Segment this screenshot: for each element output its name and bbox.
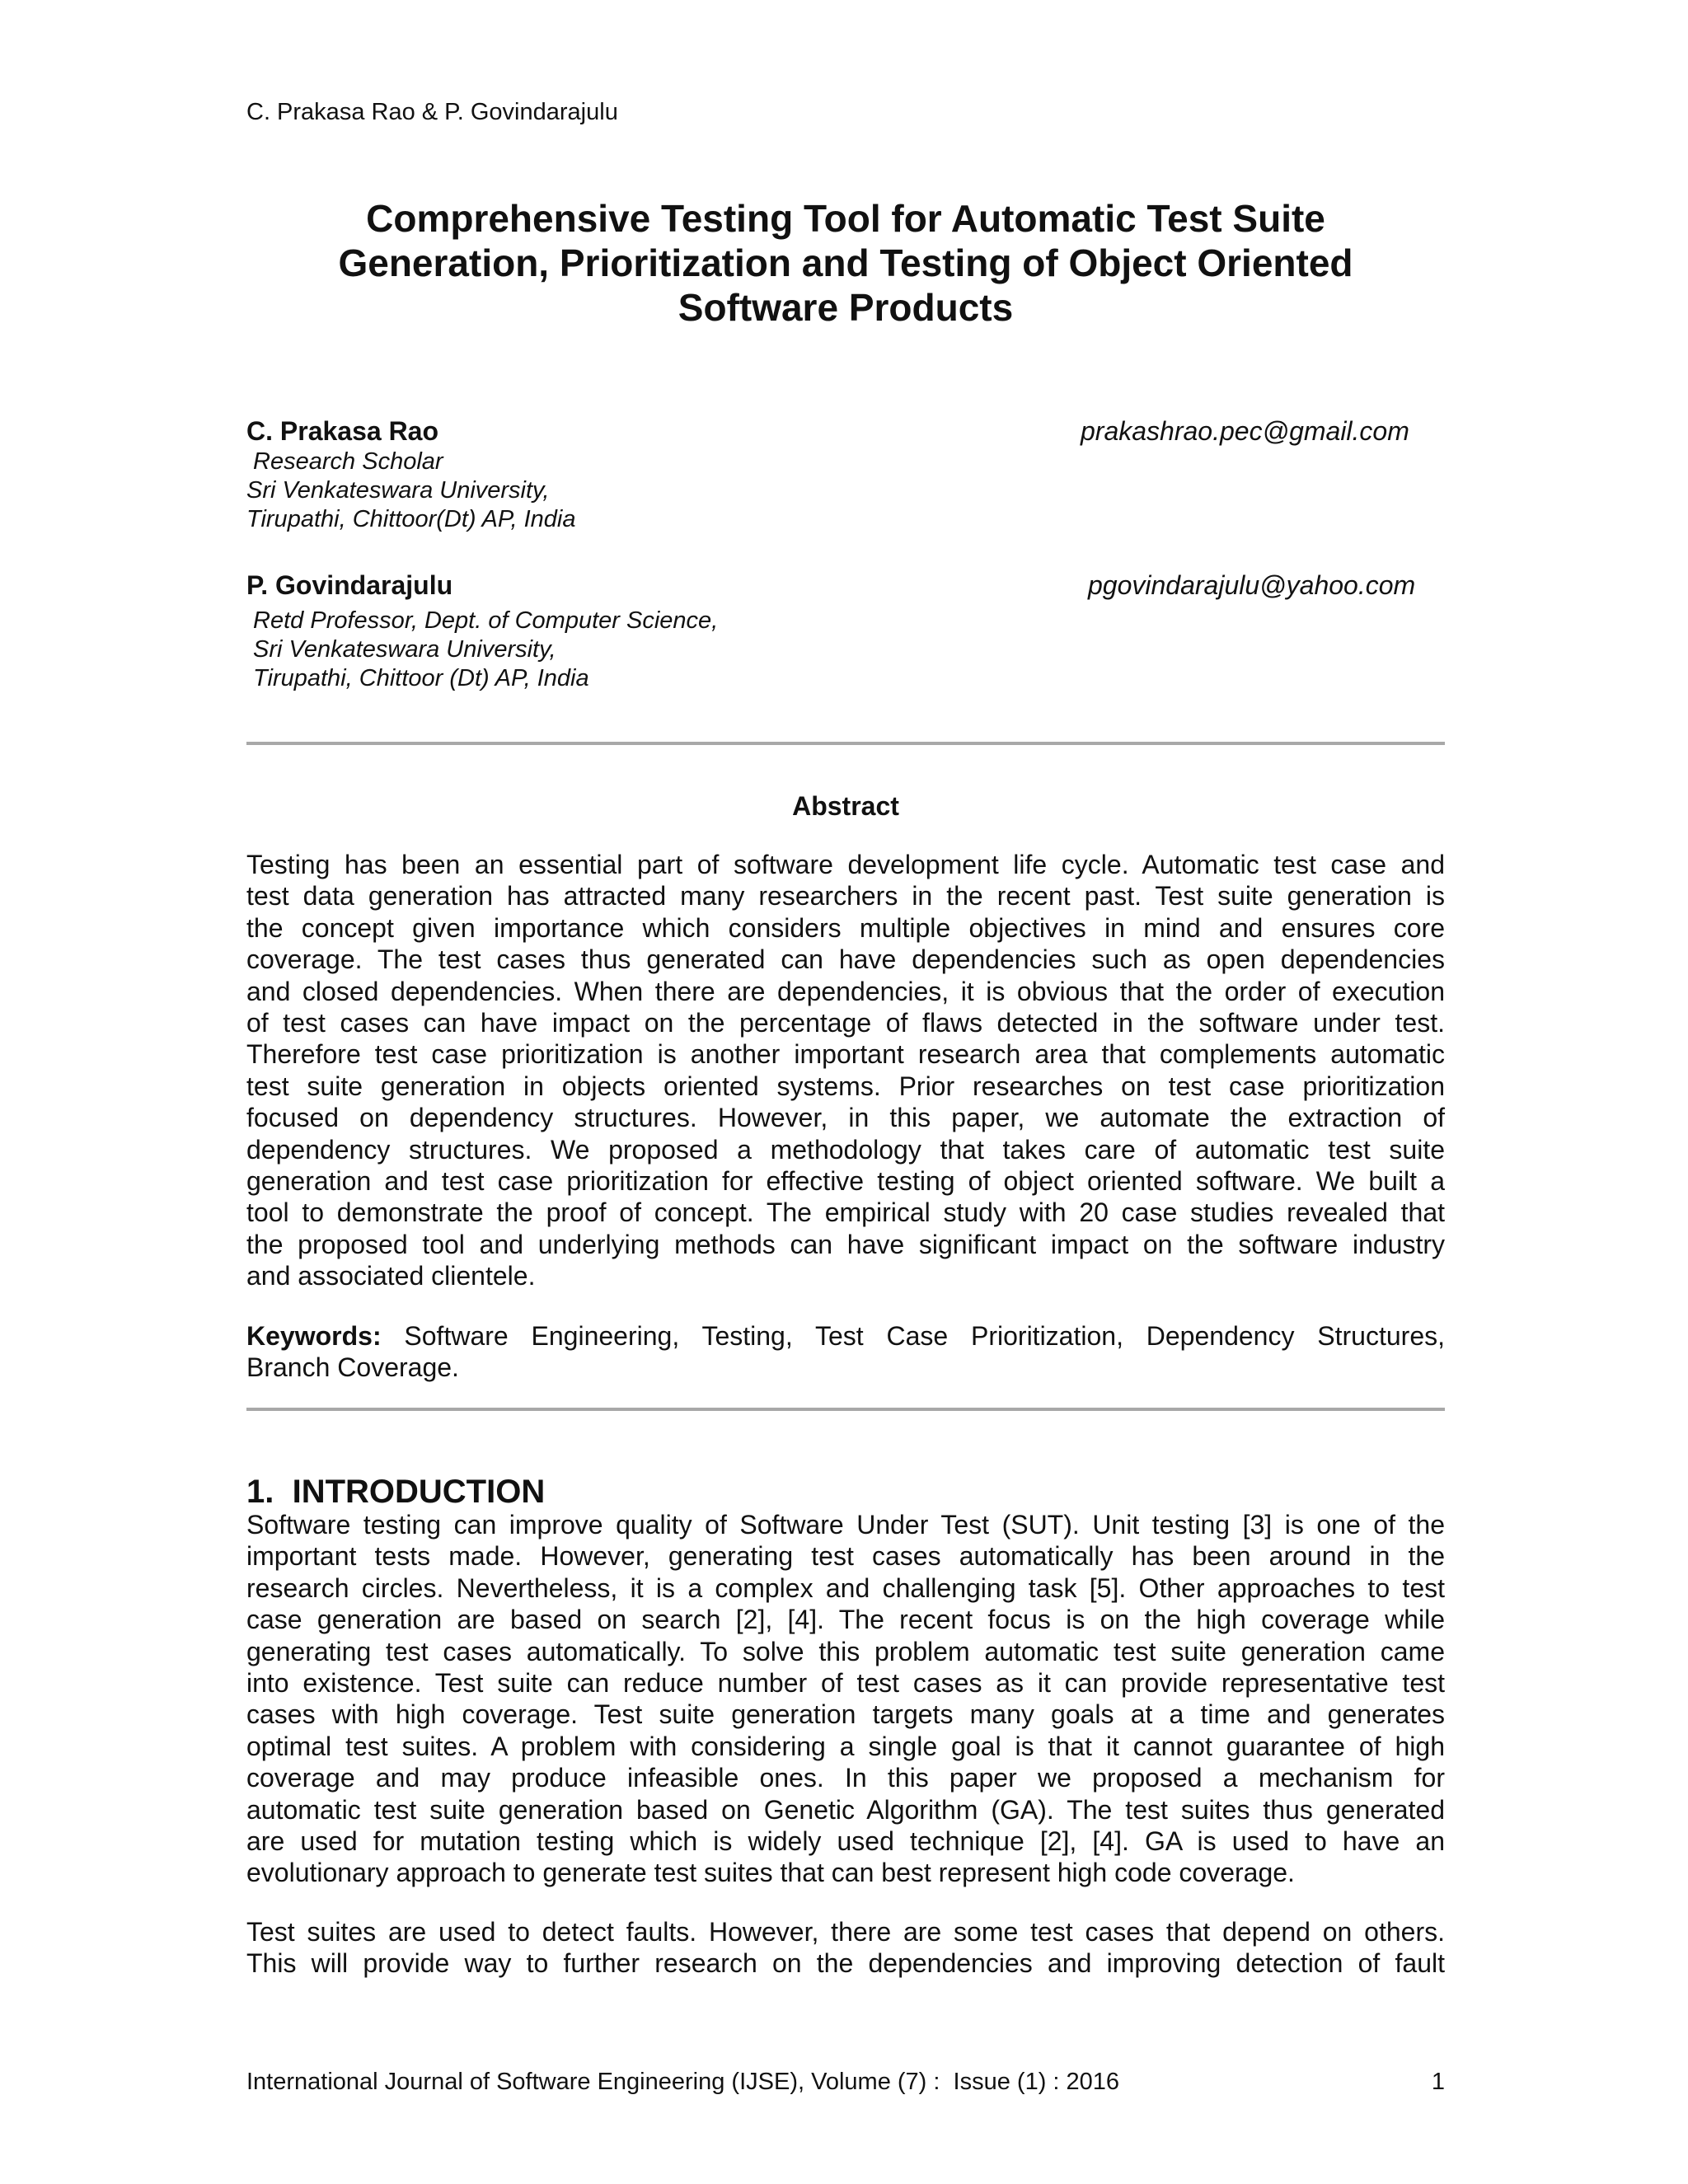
keywords-block (246, 1320, 1445, 1384)
author-affiliation-line: Sri Venkateswara University, (246, 636, 556, 663)
abstract-line: focused on dependency structures. However, in this paper, we automate the extraction of (246, 1103, 1445, 1133)
author-affiliation-line: Tirupathi, Chittoor (Dt) AP, India (246, 665, 589, 691)
intro-line: generating test cases automatically. To solve this problem automatic test suite generation came (246, 1636, 1445, 1666)
footer-journal-info: International Journal of Software Engineering (IJSE), Volume (7) : Issue (1) : 2016 (246, 2069, 1120, 2095)
intro-line: Software testing can improve quality of Software Under Test (SUT). Unit testing [3] is one of the (246, 1510, 1445, 1540)
abstract-line: and associated clientele. (246, 1261, 536, 1291)
intro-line: Test suites are used to detect faults. However, there are some test cases that depend on others. (246, 1917, 1445, 1947)
intro-line: coverage and may produce infeasible ones. In this paper we proposed a mechanism for (246, 1763, 1445, 1793)
author-affiliation-line: Research Scholar (246, 448, 443, 475)
author-affiliation-line: Retd Professor, Dept. of Computer Science, (246, 607, 719, 634)
abstract-line: generation and test case prioritization for effective testing of object oriented software. We built a (246, 1166, 1445, 1197)
abstract-line: Testing has been an essential part of software development life cycle. Automatic test case and (246, 850, 1445, 879)
author-block-2 (246, 569, 1445, 693)
keywords-line: Branch Coverage. (246, 1352, 459, 1383)
keywords-label: Keywords: (246, 1321, 382, 1351)
abstract-line: test suite generation in objects oriented systems. Prior researches on test case prioritization (246, 1071, 1445, 1101)
author-affiliation-line: Tirupathi, Chittoor(Dt) AP, India (246, 506, 576, 532)
keywords-list: Software Engineering, Testing, Test Case Prioritization, Dependency Structures, (381, 1321, 1445, 1351)
intro-line: research circles. Nevertheless, it is a complex and challenging task [5]. Other approaches to test (246, 1572, 1445, 1603)
section-heading-introduction: 1. INTRODUCTION (246, 1474, 546, 1510)
intro-line: into existence. Test suite can reduce number of test cases as it can provide representative test (246, 1668, 1445, 1699)
abstract-line: Therefore test case prioritization is another important research area that complements automatic (246, 1039, 1445, 1070)
divider-rule (246, 1408, 1445, 1411)
introduction-paragraph-1 (246, 1509, 1445, 1889)
abstract-line: the concept given importance which considers multiple objectives in mind and ensures core (246, 912, 1445, 943)
divider-rule (246, 742, 1445, 745)
abstract-body (246, 849, 1445, 1292)
running-head: C. Prakasa Rao & P. Govindarajulu (246, 99, 618, 125)
intro-line: are used for mutation testing which is widely used technique [2], [4]. GA is used to have an (246, 1826, 1445, 1857)
author-block-1 (246, 415, 1445, 534)
abstract-line: dependency structures. We proposed a methodology that takes care of automatic test suite (246, 1134, 1445, 1165)
title-line: Comprehensive Testing Tool for Automatic Test Suite (366, 197, 1325, 240)
abstract-heading: Abstract (792, 791, 899, 821)
intro-line: case generation are based on search [2], [4]. The recent focus is on the high coverage while (246, 1605, 1445, 1635)
intro-line: automatic test suite generation based on Genetic Algorithm (GA). The test suites thus generated (246, 1794, 1445, 1825)
author-email[interactable]: prakashrao.pec@gmail.com (1081, 416, 1409, 446)
abstract-line: and closed dependencies. When there are dependencies, it is obvious that the order of execution (246, 976, 1445, 1006)
title-line: Software Products (678, 286, 1014, 329)
page-number: 1 (1431, 2069, 1445, 2095)
abstract-line: of test cases can have impact on the percentage of flaws detected in the software under test. (246, 1008, 1445, 1038)
author-name: P. Govindarajulu (246, 570, 453, 600)
author-name: C. Prakasa Rao (246, 416, 439, 446)
intro-line: evolutionary approach to generate test suites that can best represent high code coverage. (246, 1858, 1295, 1888)
intro-line: cases with high coverage. Test suite generation targets many goals at a time and generates (246, 1699, 1445, 1730)
intro-line: optimal test suites. A problem with considering a single goal is that it cannot guarantee of high (246, 1731, 1445, 1761)
abstract-line: tool to demonstrate the proof of concept. The empirical study with 20 case studies revealed that (246, 1197, 1445, 1228)
abstract-line: the proposed tool and underlying methods can have significant impact on the software industry (246, 1229, 1445, 1259)
keywords-line (246, 1320, 1445, 1352)
intro-line: important tests made. However, generating test cases automatically has been around in the (246, 1541, 1445, 1572)
intro-line: This will provide way to further research on the dependencies and improving detection of fault (246, 1948, 1445, 1979)
title-line: Generation, Prioritization and Testing of Object Oriented (338, 241, 1353, 284)
author-affiliation-line: Sri Venkateswara University, (246, 477, 550, 504)
author-email[interactable]: pgovindarajulu@yahoo.com (1088, 570, 1416, 600)
paper-title (246, 196, 1445, 330)
abstract-line: test data generation has attracted many researchers in the recent past. Test suite generation is (246, 881, 1445, 912)
abstract-line: coverage. The test cases thus generated can have dependencies such as open dependencies (246, 944, 1445, 975)
introduction-paragraph-2 (246, 1916, 1445, 1980)
